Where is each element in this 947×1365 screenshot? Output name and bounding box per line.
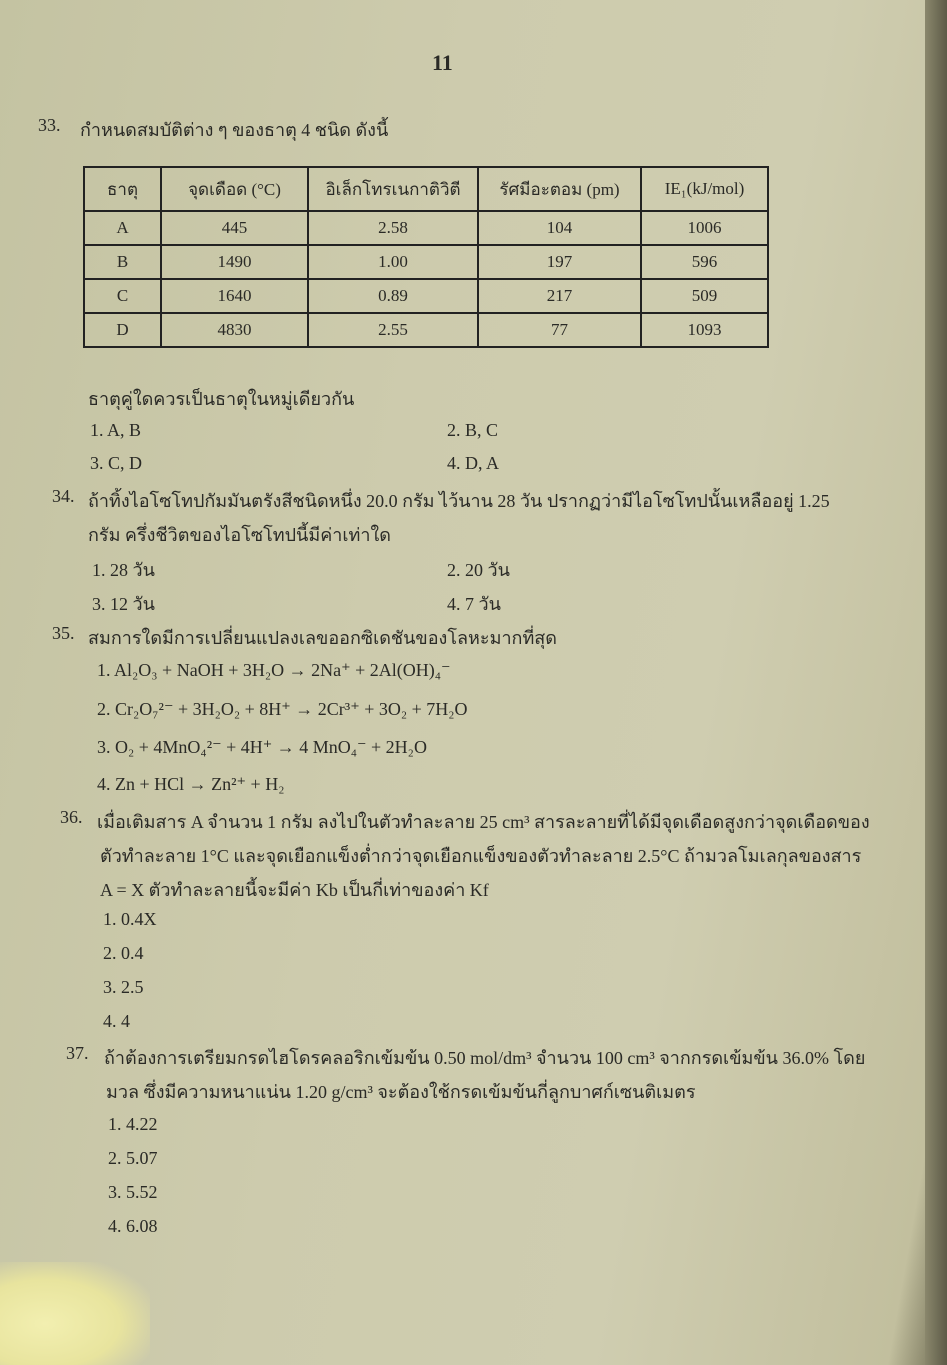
cell: 1006 (641, 211, 768, 245)
q34-option-4: 4. 7 วัน (447, 594, 501, 614)
q37-option-3: 3. 5.52 (108, 1182, 158, 1202)
q36-line-3: A = X ตัวทำละลายนี้จะมีค่า Kb เป็นกี่เท่าของค่า Kf (100, 880, 489, 900)
q34-line-1: ถ้าทิ้งไอโซโทปกัมมันตรังสีชนิดหนึ่ง 20.0 กรัม ไว้นาน 28 วัน ปรากฏว่ามีไอโซโทปนั้นเหลืออยู่ 1.25 (88, 491, 830, 511)
q33-option-4: 4. D, A (447, 453, 500, 473)
cell: A (84, 211, 161, 245)
q37-option-4: 4. 6.08 (108, 1216, 158, 1236)
q35-option-3: 3. O₂ + 4MnO₄²⁻ + 4H⁺ → 4 MnO₄⁻ + 2H₂O (97, 737, 427, 757)
q35-number: 35. (52, 623, 75, 643)
q33-option-2: 2. B, C (447, 420, 499, 440)
q36-option-3: 3. 2.5 (103, 977, 144, 997)
table-row (84, 313, 768, 347)
q33-option-3: 3. C, D (90, 453, 143, 473)
q34-option-3: 3. 12 วัน (92, 594, 155, 614)
q35-option-1: 1. Al₂O₃ + NaOH + 3H₂O → 2Na⁺ + 2Al(OH)₄⁻ (97, 660, 451, 680)
cell: B (84, 245, 161, 279)
page-edge-shadow (925, 0, 947, 1365)
page-number: 11 (432, 50, 453, 75)
header-cell: จุดเดือด (°C) (161, 167, 308, 211)
cell: 217 (478, 279, 641, 313)
header-cell: ธาตุ (84, 167, 161, 211)
cell: 1490 (161, 245, 308, 279)
cell: 0.89 (308, 279, 478, 313)
cell: 1093 (641, 313, 768, 347)
q37-number: 37. (66, 1043, 89, 1063)
cell: 104 (478, 211, 641, 245)
header-cell: IE₁(kJ/mol) (641, 167, 768, 211)
header-cell: อิเล็กโทรเนกาติวิตี (308, 167, 478, 211)
q33-text: กำหนดสมบัติต่าง ๆ ของธาตุ 4 ชนิด ดังนี้ (80, 120, 389, 140)
q36-line-2: ตัวทำละลาย 1°C และจุดเยือกแข็งต่ำกว่าจุดเยือกแข็งของตัวทำละลาย 2.5°C ถ้ามวลโมเลกุลของสาร (100, 846, 862, 866)
q36-option-1: 1. 0.4X (103, 909, 157, 929)
header-cell: รัศมีอะตอม (pm) (478, 167, 641, 211)
cell: 2.58 (308, 211, 478, 245)
q33-question: ธาตุคู่ใดควรเป็นธาตุในหมู่เดียวกัน (88, 389, 355, 409)
q34-line-2: กรัม ครึ่งชีวิตของไอโซโทปนี้มีค่าเท่าใด (88, 525, 391, 545)
table-row (84, 245, 768, 279)
q36-option-4: 4. 4 (103, 1011, 130, 1031)
cell: 1.00 (308, 245, 478, 279)
cell: 596 (641, 245, 768, 279)
table-row (84, 279, 768, 313)
q37-option-2: 2. 5.07 (108, 1148, 158, 1168)
q35-option-2: 2. Cr₂O₇²⁻ + 3H₂O₂ + 8H⁺ → 2Cr³⁺ + 3O₂ + 7H₂O (97, 699, 468, 719)
cell: 4830 (161, 313, 308, 347)
q34-option-2: 2. 20 วัน (447, 560, 510, 580)
q37-option-1: 1. 4.22 (108, 1114, 158, 1134)
cell: 197 (478, 245, 641, 279)
cell: C (84, 279, 161, 313)
q35-text: สมการใดมีการเปลี่ยนแปลงเลขออกซิเดชันของโลหะมากที่สุด (88, 628, 557, 648)
q36-line-1: เมื่อเติมสาร A จำนวน 1 กรัม ลงไปในตัวทำละลาย 25 cm³ สารละลายที่ได้มีจุดเดือดสูงกว่าจุดเดือดของ (97, 812, 870, 832)
q34-option-1: 1. 28 วัน (92, 560, 155, 580)
cell: 1640 (161, 279, 308, 313)
table-header-row (84, 167, 768, 211)
q34-number: 34. (52, 486, 75, 506)
q33-option-1: 1. A, B (90, 420, 142, 440)
q35-option-4: 4. Zn + HCl → Zn²⁺ + H₂ (97, 774, 285, 794)
cell: 445 (161, 211, 308, 245)
light-glare (0, 1262, 150, 1365)
q36-option-2: 2. 0.4 (103, 943, 144, 963)
table-row (84, 211, 768, 245)
cell: D (84, 313, 161, 347)
q37-line-2: มวล ซึ่งมีความหนาแน่น 1.20 g/cm³ จะต้องใช้กรดเข้มข้นกี่ลูกบาศก์เซนติเมตร (106, 1082, 696, 1102)
cell: 509 (641, 279, 768, 313)
q37-line-1: ถ้าต้องการเตรียมกรดไฮโดรคลอริกเข้มข้น 0.50 mol/dm³ จำนวน 100 cm³ จากกรดเข้มข้น 36.0% โดย (104, 1048, 866, 1068)
cell: 2.55 (308, 313, 478, 347)
element-properties-table (83, 166, 769, 348)
q33-number: 33. (38, 115, 61, 135)
q36-number: 36. (60, 807, 83, 827)
cell: 77 (478, 313, 641, 347)
